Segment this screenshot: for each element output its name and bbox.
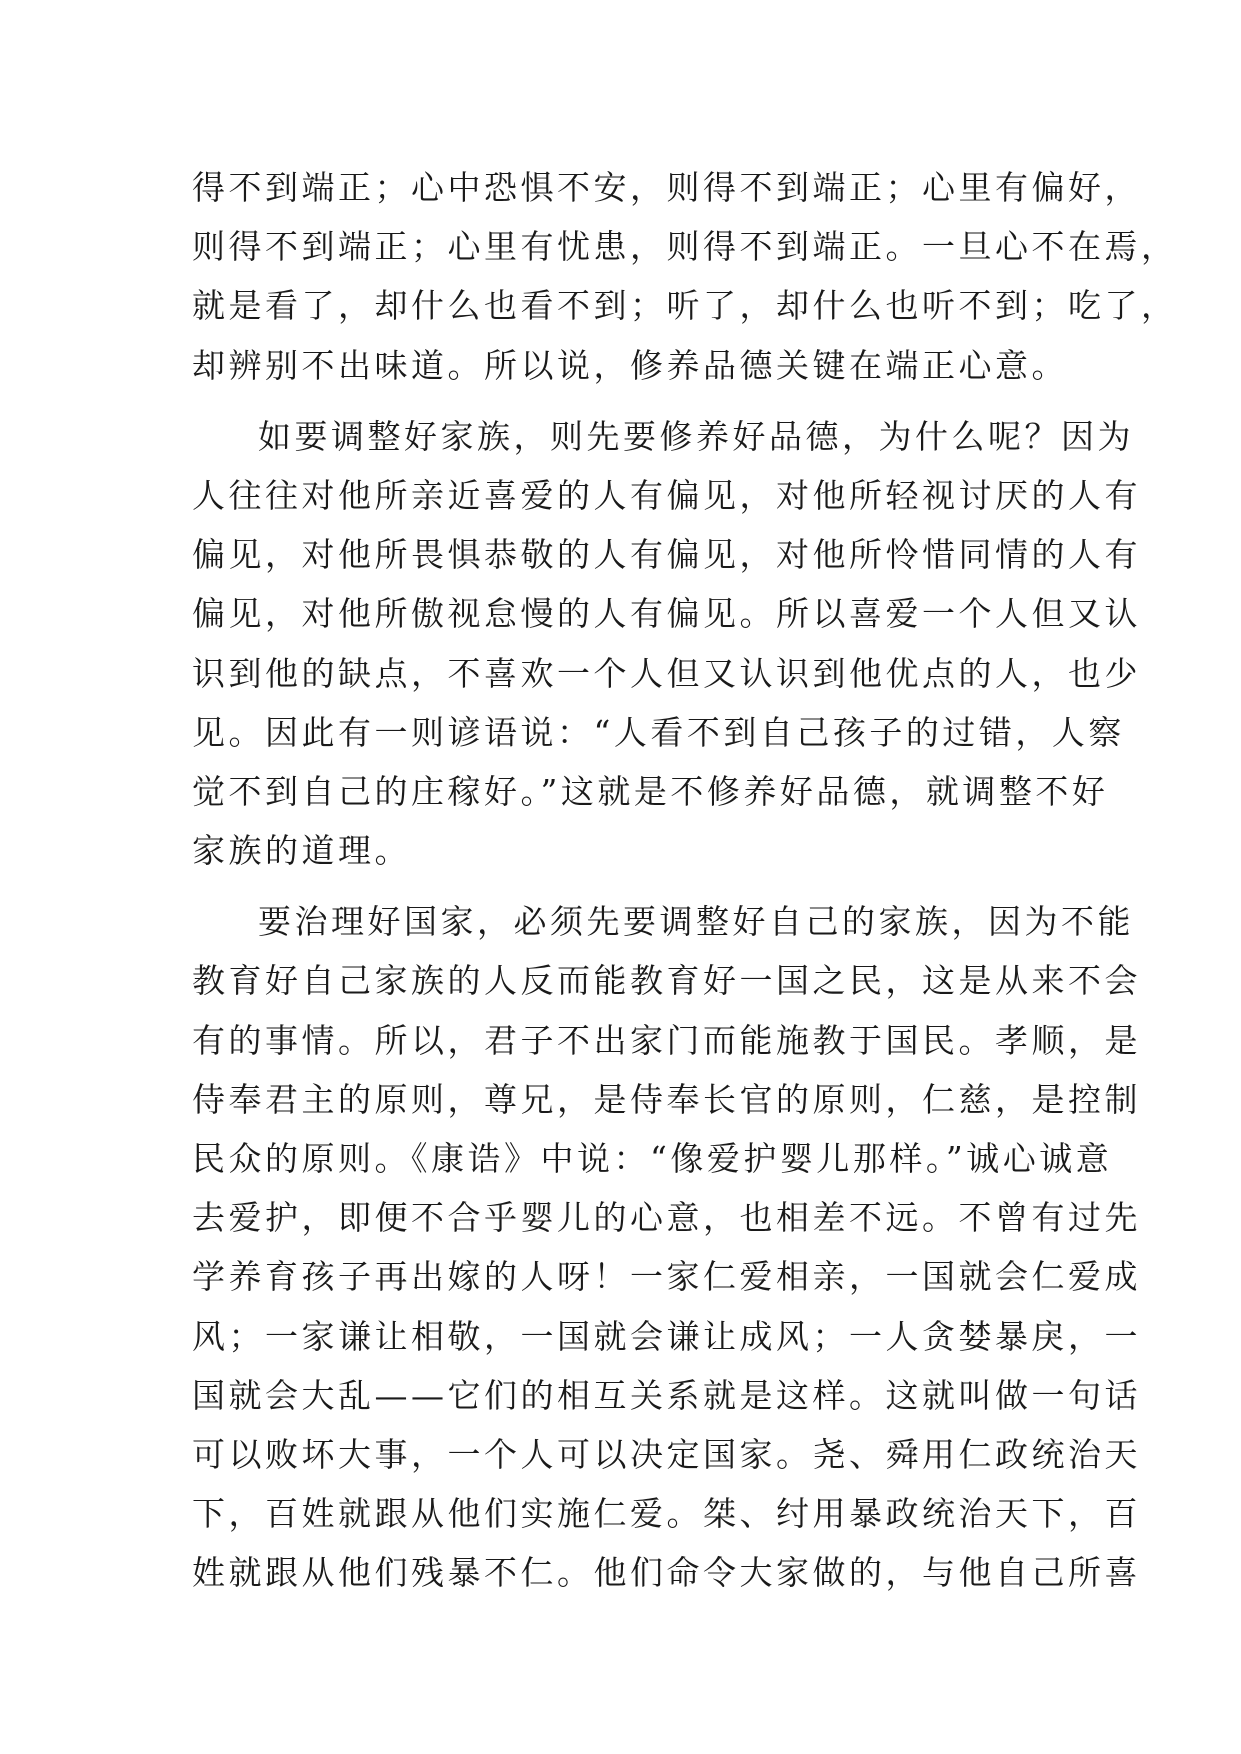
body-text bbox=[192, 158, 1178, 1603]
text-line: 下，百姓就跟从他们实施仁爱。桀、纣用暴政统治天下，百 bbox=[192, 1494, 1141, 1534]
text-line: 则得不到端正；心里有忧患，则得不到端正。一旦心不在焉， bbox=[192, 227, 1178, 267]
paragraph-gap bbox=[192, 395, 1072, 407]
text-line: 风；一家谦让相敬，一国就会谦让成风；一人贪婪暴戾，一 bbox=[192, 1316, 1141, 1356]
paragraph bbox=[192, 892, 1141, 1602]
text-line: 侍奉君主的原则，尊兄，是侍奉长官的原则，仁慈，是控制 bbox=[192, 1079, 1141, 1119]
text-line: 国就会大乱——它们的相互关系就是这样。这就叫做一句话 bbox=[192, 1375, 1141, 1415]
text-line: 教育好自己家族的人反而能教育好一国之民，这是从来不会 bbox=[192, 961, 1141, 1001]
text-line: 识到他的缺点，不喜欢一个人但又认识到他优点的人，也少 bbox=[192, 653, 1141, 693]
paragraph bbox=[192, 407, 1141, 881]
text-line: 偏见，对他所畏惧恭敬的人有偏见，对他所怜惜同情的人有 bbox=[192, 535, 1141, 575]
text-line: 学养育孩子再出嫁的人呀！一家仁爱相亲，一国就会仁爱成 bbox=[192, 1257, 1141, 1297]
text-line: 却辨别不出味道。所以说，修养品德关键在端正心意。 bbox=[192, 345, 1068, 385]
text-line: 就是看了，却什么也看不到；听了，却什么也听不到；吃了， bbox=[192, 286, 1178, 326]
text-line: 觉不到自己的庄稼好。”这就是不修养好品德，就调整不好 bbox=[192, 771, 1109, 811]
text-line: 可以败坏大事，一个人可以决定国家。尧、舜用仁政统治天 bbox=[192, 1434, 1141, 1474]
text-line: 姓就跟从他们残暴不仁。他们命令大家做的，与他自己所喜 bbox=[192, 1553, 1141, 1593]
text-line: 人往往对他所亲近喜爱的人有偏见，对他所轻视讨厌的人有 bbox=[192, 475, 1141, 515]
text-line: 如要调整好家族，则先要修养好品德，为什么呢？因为 bbox=[258, 416, 1134, 456]
text-line: 得不到端正；心中恐惧不安，则得不到端正；心里有偏好， bbox=[192, 168, 1141, 207]
text-line: 家族的道理。 bbox=[192, 831, 411, 871]
text-line: 见。因此有一则谚语说：“人看不到自己孩子的过错，人察 bbox=[192, 712, 1125, 752]
text-line: 有的事情。所以，君子不出家门而能施教于国民。孝顺，是 bbox=[192, 1020, 1141, 1060]
text-line: 去爱护，即便不合乎婴儿的心意，也相差不远。不曾有过先 bbox=[192, 1198, 1141, 1238]
paragraph bbox=[192, 158, 1178, 395]
paragraph-gap bbox=[192, 880, 1072, 892]
text-line: 要治理好国家，必须先要调整好自己的家族，因为不能 bbox=[258, 902, 1134, 942]
text-line: 民众的原则。《康诰》中说：“像爱护婴儿那样。”诚心诚意 bbox=[192, 1139, 1113, 1178]
text-line: 偏见，对他所傲视怠慢的人有偏见。所以喜爱一个人但又认 bbox=[192, 594, 1141, 634]
